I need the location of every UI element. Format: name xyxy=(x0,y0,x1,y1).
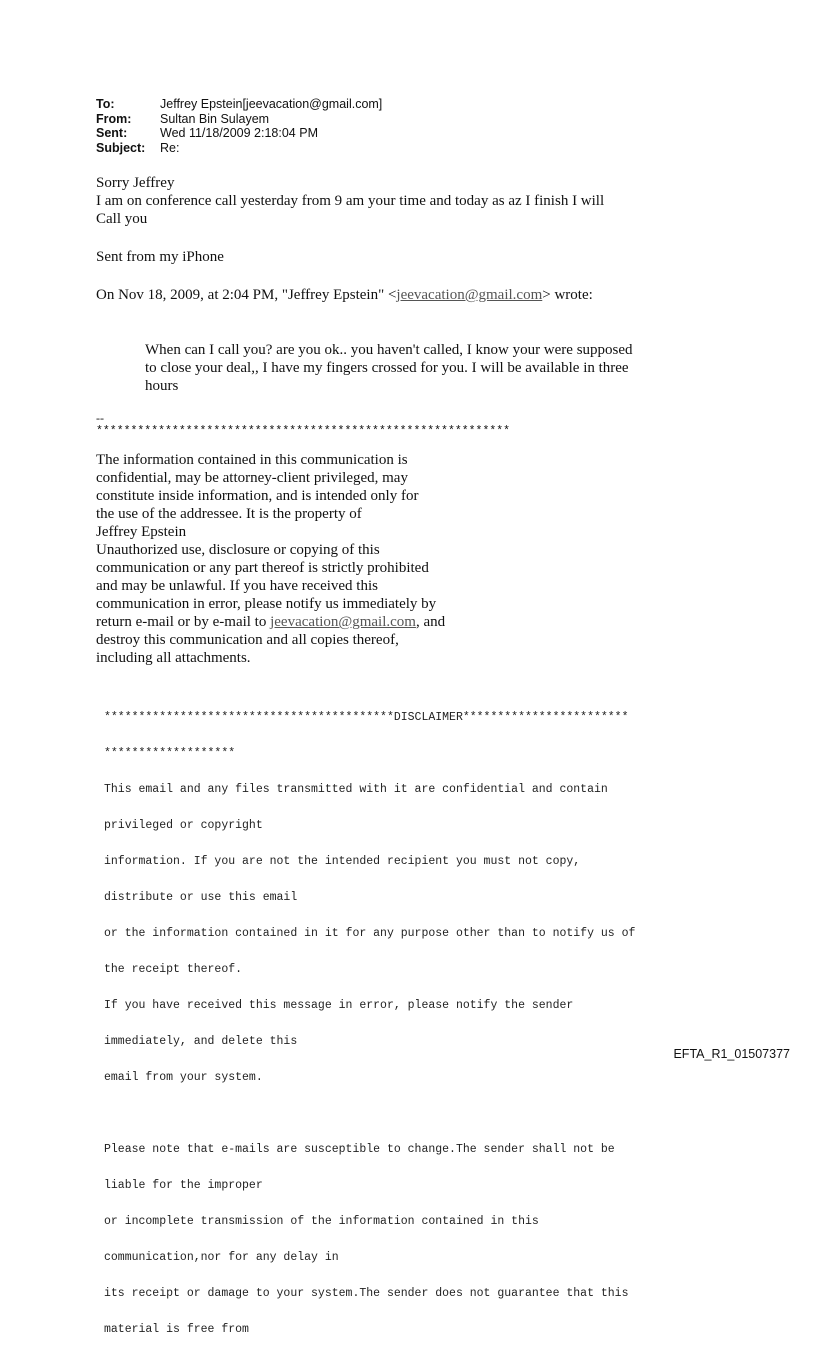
disclaimer-line: immediately, and delete this xyxy=(104,1035,298,1048)
to-label: To: xyxy=(96,97,115,111)
signature-separator xyxy=(96,411,510,439)
subject-label: Subject: xyxy=(96,140,146,155)
notice-line: including all attachments. xyxy=(96,650,251,666)
from-label: From: xyxy=(96,111,132,126)
disclaimer-block xyxy=(104,688,635,1348)
disclaimer-line: privileged or copyright xyxy=(104,819,263,832)
email-link[interactable]: jeevacation@gmail.com xyxy=(270,614,416,630)
notice-line: the use of the addressee. It is the property of xyxy=(96,506,362,522)
notice-text: , and xyxy=(415,614,446,630)
subject-row xyxy=(96,141,382,156)
quoted-line: hours xyxy=(145,378,179,394)
notice-line: communication in error, please notify us immediately by xyxy=(96,596,437,612)
sent-label: Sent: xyxy=(96,126,128,140)
disclaimer-line: or incomplete transmission of the information contained in this xyxy=(104,1215,539,1228)
disclaimer-line: information. If you are not the intended recipient you must not copy, xyxy=(104,855,581,868)
body-line: Call you xyxy=(96,211,148,227)
disclaimer-line: the receipt thereof. xyxy=(104,963,243,976)
disclaimer-line: ******************************************DISCLAIMER************************ xyxy=(104,711,629,724)
notice-line: constitute inside information, and is intended only for xyxy=(96,488,419,504)
disclaimer-line: or the information contained in it for any purpose other than to notify us of xyxy=(104,927,636,940)
disclaimer-line: ******************* xyxy=(104,747,236,760)
quoted-message xyxy=(145,341,633,395)
quote-intro-text: > wrote: xyxy=(542,287,593,303)
disclaimer-line: Please note that e-mails are susceptible to change.The sender shall not be xyxy=(104,1143,615,1156)
notice-line xyxy=(96,613,445,631)
sent-from-line: Sent from my iPhone xyxy=(96,249,224,265)
quote-intro xyxy=(96,286,593,304)
sent-value: Wed 11/18/2009 2:18:04 PM xyxy=(160,126,318,140)
quoted-line: When can I call you? are you ok.. you haven't called, I know your were supposed xyxy=(145,342,633,358)
body-line: Sorry Jeffrey xyxy=(96,175,175,191)
disclaimer-line: distribute or use this email xyxy=(104,891,298,904)
from-row xyxy=(96,112,382,127)
message-body xyxy=(96,174,604,228)
disclaimer-line: material is free from xyxy=(104,1323,249,1336)
sent-row xyxy=(96,126,382,141)
subject-value: Re: xyxy=(160,140,180,155)
confidentiality-notice xyxy=(96,451,445,667)
disclaimer-line: This email and any files transmitted with it are confidential and contain xyxy=(104,783,608,796)
notice-text: return e-mail or by e-mail to xyxy=(96,614,271,630)
to-value: Jeffrey Epstein[jeevacation@gmail.com] xyxy=(160,97,383,111)
notice-line: Unauthorized use, disclosure or copying of this xyxy=(96,542,380,558)
document-id: EFTA_R1_01507377 xyxy=(673,1047,790,1061)
signature-stars: ************************************************************ xyxy=(96,425,511,438)
quoted-line: to close your deal,, I have my fingers crossed for you. I will be available in three xyxy=(145,360,629,376)
signature-dashes: -- xyxy=(96,411,104,425)
email-header xyxy=(96,97,382,155)
notice-line: destroy this communication and all copies thereof, xyxy=(96,632,399,648)
email-link[interactable]: jeevacation@gmail.com xyxy=(396,287,543,303)
notice-line: communication or any part thereof is strictly prohibited xyxy=(96,560,429,576)
notice-line: The information contained in this communication is xyxy=(96,452,408,468)
quote-intro-text: On Nov 18, 2009, at 2:04 PM, "Jeffrey Epstein" < xyxy=(96,287,397,303)
disclaimer-line: email from your system. xyxy=(104,1071,263,1084)
notice-line: Jeffrey Epstein xyxy=(96,524,187,540)
to-row xyxy=(96,97,382,112)
disclaimer-line: communication,nor for any delay in xyxy=(104,1251,339,1264)
disclaimer-line xyxy=(104,1108,635,1120)
disclaimer-line: If you have received this message in error, please notify the sender xyxy=(104,999,574,1012)
from-value: Sultan Bin Sulayem xyxy=(160,111,270,126)
notice-line: confidential, may be attorney-client privileged, may xyxy=(96,470,408,486)
disclaimer-line: liable for the improper xyxy=(104,1179,263,1192)
notice-line: and may be unlawful. If you have received this xyxy=(96,578,378,594)
disclaimer-line: its receipt or damage to your system.The sender does not guarantee that this xyxy=(104,1287,629,1300)
body-line: I am on conference call yesterday from 9 am your time and today as az I finish I will xyxy=(96,193,605,209)
